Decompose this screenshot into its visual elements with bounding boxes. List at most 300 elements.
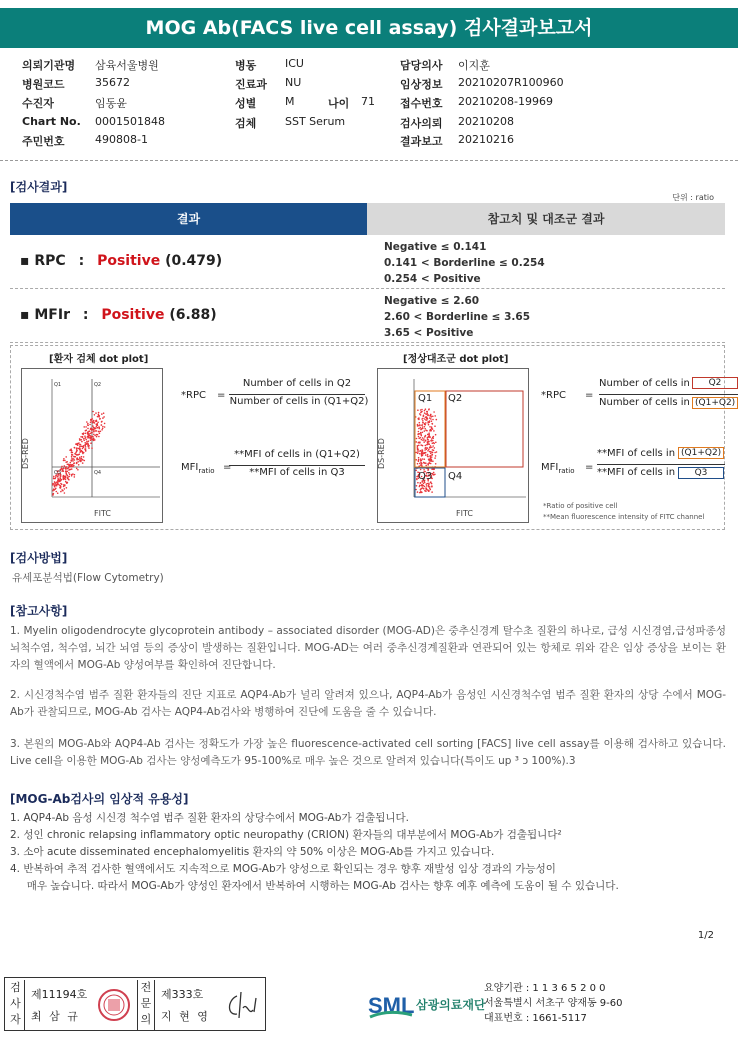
cell-dot xyxy=(79,453,81,455)
cell-dot xyxy=(422,426,424,428)
cell-dot xyxy=(435,455,437,457)
cell-dot xyxy=(427,439,429,441)
report-title: MOG Ab(FACS live cell assay) 검사결과보고서 xyxy=(0,8,738,48)
info-value: 20210207R100960 xyxy=(458,76,564,89)
cell-dot xyxy=(432,473,434,475)
page-number: 1/2 xyxy=(697,930,714,941)
cell-dot xyxy=(422,449,424,451)
cell-dot xyxy=(425,465,427,467)
cell-dot xyxy=(92,411,94,413)
cell-dot xyxy=(432,438,434,440)
cell-dot xyxy=(71,456,73,458)
info-label: 결과보고 xyxy=(400,135,443,148)
cell-dot xyxy=(433,442,435,444)
rpc-label: *RPC xyxy=(541,390,566,401)
cell-dot xyxy=(421,435,423,437)
mfi-label xyxy=(541,462,574,475)
cell-dot xyxy=(422,432,424,434)
cell-dot xyxy=(76,443,78,445)
analyte-name: RPC xyxy=(34,253,66,269)
cell-dot xyxy=(60,483,62,485)
cell-dot xyxy=(423,452,425,454)
doctor-name: 지 현 영 xyxy=(161,1010,210,1023)
cell-dot xyxy=(417,409,419,411)
cell-dot xyxy=(67,475,69,477)
contact-info xyxy=(484,981,623,1026)
control-scatter xyxy=(378,369,528,522)
rpc-denominator: Number of cells in (Q1+Q2) xyxy=(229,396,369,407)
cell-dot xyxy=(90,442,92,444)
cell-dot xyxy=(418,457,420,459)
cell-dot xyxy=(91,419,93,421)
cell-dot xyxy=(104,423,106,425)
cell-dot xyxy=(83,432,85,434)
cell-dot xyxy=(421,409,423,411)
cell-dot xyxy=(420,488,422,490)
reference-line: 2.60 < Borderline ≤ 3.65 xyxy=(384,311,531,323)
cell-dot xyxy=(54,481,56,483)
cell-dot xyxy=(417,491,419,493)
cell-dot xyxy=(426,417,428,419)
cell-dot xyxy=(417,463,419,465)
cell-dot xyxy=(75,452,77,454)
cell-dot xyxy=(52,493,54,495)
patient-dot-plot xyxy=(21,368,163,523)
cell-dot xyxy=(91,428,93,430)
cell-dot xyxy=(79,446,81,448)
cell-dot xyxy=(59,480,61,482)
cell-dot xyxy=(90,421,92,423)
quadrant-label: Q4 xyxy=(94,470,102,476)
cell-dot xyxy=(63,486,65,488)
cell-dot xyxy=(93,420,95,422)
cell-dot xyxy=(74,476,76,478)
cell-dot xyxy=(426,488,428,490)
cell-dot xyxy=(433,472,435,474)
cell-dot xyxy=(418,461,420,463)
cell-dot xyxy=(68,469,70,471)
info-label: 성별 xyxy=(235,97,257,110)
cell-dot xyxy=(67,471,69,473)
cell-dot xyxy=(416,485,418,487)
cell-dot xyxy=(433,430,435,432)
contact-line: 서울특별시 서초구 양재동 9-60 xyxy=(484,998,623,1009)
cell-dot xyxy=(426,411,428,413)
svg-text:SML: SML xyxy=(368,993,415,1018)
cell-dot xyxy=(89,430,91,432)
cell-dot xyxy=(68,467,70,469)
cell-dot xyxy=(98,412,100,414)
cell-dot xyxy=(425,435,427,437)
list-item: 1. AQP4-Ab 음성 시신경 척수염 범주 질환 환자의 상당수에서 MOG-Ab가 검출됩니다. xyxy=(10,812,409,824)
cell-dot xyxy=(431,468,433,470)
cell-dot xyxy=(419,422,421,424)
cell-dot xyxy=(423,441,425,443)
cell-dot xyxy=(54,488,56,490)
info-label: Chart No. xyxy=(22,115,81,128)
cell-dot xyxy=(64,475,66,477)
note-paragraph: 1. Myelin oligodendrocyte glycoprotein antibody – associated disorder (MOG-AD)은 중추신경계 탈수초 질환의 하나로, 급성 시신경염,급성파종성 뇌척수염, 척수염, 뇌간 뇌염 등의 증상이 발생하는 질환입니다. MOG-AD는 여러 중추신경계질환과 연관되어 있는 항체로 위와 같은 임상 증상을 보이는 환자의 혈액에서 MOG-Ab 양성여부를 확인하여 진단합니다. xyxy=(10,625,726,671)
cell-dot xyxy=(421,439,423,441)
doctor-license: 제11194호 xyxy=(31,988,88,1001)
cell-dot xyxy=(55,476,57,478)
control-dot-plot xyxy=(377,368,529,523)
note-paragraph: 2. 시신경척수염 범주 질환 환자들의 진단 지표로 AQP4-Ab가 널리 알려져 있으나, AQP4-Ab가 음성인 시신경척수염 범주 질환 환자의 상당 수에서 MOG-Ab가 관찰되므로, MOG-Ab 검사는 AQP4-Ab검사와 병행하여 진단에 도움을 줄 수 있습니다. xyxy=(10,689,726,718)
cell-dot xyxy=(417,445,419,447)
cell-dot xyxy=(90,437,92,439)
signature-box xyxy=(4,977,266,1031)
cell-dot xyxy=(91,432,93,434)
cell-dot xyxy=(429,488,431,490)
cell-dot xyxy=(65,468,67,470)
cell-dot xyxy=(430,440,432,442)
cell-dot xyxy=(434,415,436,417)
cell-dot xyxy=(431,447,433,449)
cell-dot xyxy=(432,416,434,418)
cell-dot xyxy=(63,479,65,481)
cell-dot xyxy=(431,438,433,440)
cell-dot xyxy=(102,426,104,428)
cell-dot xyxy=(432,423,434,425)
cell-dot xyxy=(429,458,431,460)
cell-dot xyxy=(426,430,428,432)
cell-dot xyxy=(74,459,76,461)
cell-dot xyxy=(429,422,431,424)
info-row xyxy=(22,95,722,113)
cell-dot xyxy=(423,488,425,490)
footnote: *Ratio of positive cell xyxy=(543,502,618,510)
q1q2-box: (Q1+Q2) xyxy=(692,397,738,409)
cell-dot xyxy=(420,432,422,434)
cell-dot xyxy=(428,436,430,438)
results-table xyxy=(10,203,725,343)
cell-dot xyxy=(421,485,423,487)
ctrl-rpc-numerator: Number of cells in xyxy=(599,378,690,389)
cell-dot xyxy=(87,443,89,445)
reference-line: 0.254 < Positive xyxy=(384,273,481,285)
info-row xyxy=(22,76,722,94)
cell-dot xyxy=(69,474,71,476)
cell-dot xyxy=(60,491,62,493)
info-label: 진료과 xyxy=(235,78,267,91)
cell-dot xyxy=(98,414,100,416)
cell-dot xyxy=(85,426,87,428)
cell-dot xyxy=(433,450,435,452)
cell-dot xyxy=(65,461,67,463)
info-value: ICU xyxy=(285,57,304,70)
cell-dot xyxy=(428,449,430,451)
cell-dot xyxy=(85,439,87,441)
info-value: 이지훈 xyxy=(458,59,490,72)
quadrant-label: Q3 xyxy=(418,471,433,482)
cell-dot xyxy=(427,490,429,492)
cell-dot xyxy=(101,429,103,431)
cell-dot xyxy=(420,492,422,494)
cell-dot xyxy=(420,414,422,416)
info-label: 수진자 xyxy=(22,97,54,110)
cell-dot xyxy=(91,438,93,440)
quadrant-label: Q1 xyxy=(54,382,62,388)
info-label: 검사의뢰 xyxy=(400,117,443,130)
list-item: 4. 반복하여 추적 검사한 혈액에서도 지속적으로 MOG-Ab가 양성으로 확인되는 경우 향후 재발성 임상 경과의 가능성이 xyxy=(10,863,556,875)
seal-icon xyxy=(97,988,131,1022)
cell-dot xyxy=(82,453,84,455)
unit-label: 단위 : ratio xyxy=(672,193,714,202)
cell-dot xyxy=(97,422,99,424)
list-item: 3. 소아 acute disseminated encephalomyelitis 환자의 약 50% 이상은 MOG-Ab를 가지고 있습니다. xyxy=(10,846,495,858)
cell-dot xyxy=(73,463,75,465)
cell-dot xyxy=(61,470,63,472)
cell-dot xyxy=(419,463,421,465)
cell-dot xyxy=(427,434,429,436)
cell-dot xyxy=(94,439,96,441)
cell-dot xyxy=(434,452,436,454)
cell-dot xyxy=(420,433,422,435)
cell-dot xyxy=(72,452,74,454)
fraction-line xyxy=(229,465,365,466)
cell-dot xyxy=(424,486,426,488)
notes-title: [참고사항] xyxy=(10,604,68,618)
cell-dot xyxy=(81,456,83,458)
y-axis-label: DS-RED xyxy=(377,438,386,469)
info-value: NU xyxy=(285,76,302,89)
cell-dot xyxy=(432,419,434,421)
cell-dot xyxy=(422,458,424,460)
cell-dot xyxy=(66,487,68,489)
cell-dot xyxy=(432,440,434,442)
cell-dot xyxy=(432,460,434,462)
cell-dot xyxy=(53,488,55,490)
cell-dot xyxy=(429,455,431,457)
cell-dot xyxy=(420,427,422,429)
cell-dot xyxy=(420,482,422,484)
method-text: 유세포분석법(Flow Cytometry) xyxy=(12,572,164,584)
cell-dot xyxy=(424,428,426,430)
cell-dot xyxy=(67,464,69,466)
cell-dot xyxy=(89,424,91,426)
cell-dot xyxy=(81,441,83,443)
cell-dot xyxy=(67,476,69,478)
cell-dot xyxy=(83,426,85,428)
cell-dot xyxy=(61,468,63,470)
cell-dot xyxy=(64,492,66,494)
cell-dot xyxy=(86,429,88,431)
cell-dot xyxy=(72,466,74,468)
cell-dot xyxy=(435,434,437,436)
cell-dot xyxy=(70,466,72,468)
usefulness-title: [MOG-Ab검사의 임상적 유용성] xyxy=(10,792,189,806)
cell-dot xyxy=(87,425,89,427)
cell-dot xyxy=(72,458,74,460)
cell-dot xyxy=(86,421,88,423)
info-value: 20210208 xyxy=(458,115,514,128)
cell-dot xyxy=(74,456,76,458)
cell-dot xyxy=(423,462,425,464)
info-value: 삼육서울병원 xyxy=(95,59,159,72)
cell-dot xyxy=(103,416,105,418)
cell-dot xyxy=(53,478,55,480)
cell-dot xyxy=(63,458,65,460)
cell-dot xyxy=(60,487,62,489)
cell-dot xyxy=(65,469,67,471)
cell-dot xyxy=(435,442,437,444)
cell-dot xyxy=(434,425,436,427)
cell-dot xyxy=(94,414,96,416)
y-axis-label: DS-RED xyxy=(21,438,30,469)
cell-dot xyxy=(429,443,431,445)
doctor-license: 제333호 xyxy=(161,988,204,1001)
ctrl-mfi-numerator: **MFI of cells in xyxy=(597,448,676,459)
info-row xyxy=(22,115,722,133)
cell-dot xyxy=(428,483,430,485)
cell-dot xyxy=(431,426,433,428)
cell-dot xyxy=(428,459,430,461)
cell-dot xyxy=(415,452,417,454)
cell-dot xyxy=(436,451,438,453)
cell-dot xyxy=(96,436,98,438)
separator: : xyxy=(78,253,85,269)
info-label: 주민번호 xyxy=(22,135,65,148)
quadrant-label: Q1 xyxy=(418,393,433,404)
cell-dot xyxy=(418,438,420,440)
cell-dot xyxy=(71,465,73,467)
cell-dot xyxy=(57,492,59,494)
cell-dot xyxy=(418,417,420,419)
signature-icon xyxy=(223,988,263,1024)
cell-dot xyxy=(421,463,423,465)
cell-dot xyxy=(76,454,78,456)
reference-line: 0.141 < Borderline ≤ 0.254 xyxy=(384,257,545,269)
fraction-line xyxy=(599,394,738,395)
result-value: (6.88) xyxy=(169,307,217,323)
cell-dot xyxy=(425,491,427,493)
cell-dot xyxy=(417,434,419,436)
cell-dot xyxy=(425,408,427,410)
cell-dot xyxy=(89,434,91,436)
cell-dot xyxy=(425,454,427,456)
cell-dot xyxy=(425,413,427,415)
cell-dot xyxy=(418,445,420,447)
cell-dot xyxy=(65,456,67,458)
info-label: 나이 xyxy=(328,97,350,110)
cell-dot xyxy=(416,459,418,461)
info-label: 임상정보 xyxy=(400,78,443,91)
fraction-line xyxy=(229,394,365,395)
cell-dot xyxy=(417,452,419,454)
cell-dot xyxy=(432,452,434,454)
cell-dot xyxy=(85,433,87,435)
sml-logo xyxy=(368,987,486,1024)
result-value: (0.479) xyxy=(165,253,223,269)
info-value: 490808-1 xyxy=(95,133,148,146)
cell-dot xyxy=(76,448,78,450)
cell-dot xyxy=(85,446,87,448)
cell-dot xyxy=(52,484,54,486)
rpc-numerator: Number of cells in Q2 xyxy=(242,378,352,389)
cell-dot xyxy=(421,411,423,413)
cell-dot xyxy=(98,426,100,428)
cell-dot xyxy=(70,449,72,451)
cell-dot xyxy=(431,486,433,488)
info-value: 임동윤 xyxy=(95,97,127,110)
cell-dot xyxy=(422,437,424,439)
cell-dot xyxy=(79,457,81,459)
cell-dot xyxy=(77,458,79,460)
cell-dot xyxy=(54,483,56,485)
cell-dot xyxy=(427,441,429,443)
reference-column-header: 참고치 및 대조군 결과 xyxy=(367,203,725,235)
vertical-label: 전문의 xyxy=(137,980,155,1030)
cell-dot xyxy=(82,462,84,464)
logo-icon xyxy=(368,987,486,1021)
cell-dot xyxy=(91,421,93,423)
results-section-title: [검사결과] xyxy=(10,180,68,194)
cell-dot xyxy=(424,447,426,449)
cell-dot xyxy=(429,451,431,453)
cell-dot xyxy=(425,452,427,454)
mfi-denominator: **MFI of cells in Q3 xyxy=(249,467,345,478)
cell-dot xyxy=(435,463,437,465)
cell-dot xyxy=(104,426,106,428)
cell-dot xyxy=(76,449,78,451)
cell-dot xyxy=(429,436,431,438)
cell-dot xyxy=(64,460,66,462)
reference-cell xyxy=(384,293,530,341)
cell-dot xyxy=(83,440,85,442)
cell-dot xyxy=(74,447,76,449)
info-value: 0001501848 xyxy=(95,115,165,128)
result-column-header: 결과 xyxy=(10,203,367,235)
cell-dot xyxy=(418,449,420,451)
q2-box: Q2 xyxy=(692,377,738,389)
cell-dot xyxy=(421,428,423,430)
reference-line: 3.65 < Positive xyxy=(384,327,474,339)
cell-dot xyxy=(82,446,84,448)
cell-dot xyxy=(86,441,88,443)
cell-dot xyxy=(82,437,84,439)
cell-dot xyxy=(67,482,69,484)
cell-dot xyxy=(74,474,76,476)
cell-dot xyxy=(87,423,89,425)
cell-dot xyxy=(97,434,99,436)
footer xyxy=(0,973,738,1035)
cell-dot xyxy=(54,485,56,487)
cell-dot xyxy=(430,415,432,417)
cell-dot xyxy=(97,424,99,426)
quadrant-label: Q3 xyxy=(54,470,62,476)
cell-dot xyxy=(419,453,421,455)
cell-dot xyxy=(424,410,426,412)
q1q2-box: (Q1+Q2) xyxy=(678,447,724,459)
quadrant-label: Q2 xyxy=(94,382,102,388)
info-label: 접수번호 xyxy=(400,97,443,110)
ctrl-mfi-denominator: **MFI of cells in xyxy=(597,467,676,478)
cell-dot xyxy=(103,412,105,414)
cell-dot xyxy=(64,465,66,467)
cell-dot xyxy=(78,464,80,466)
cell-dot xyxy=(52,490,54,492)
patient-info xyxy=(22,57,722,153)
cell-dot xyxy=(64,488,66,490)
cell-dot xyxy=(427,464,429,466)
cell-dot xyxy=(426,449,428,451)
contact-line: 대표번호 : 1661-5117 xyxy=(484,1013,587,1024)
cell-dot xyxy=(77,461,79,463)
info-label: 담당의사 xyxy=(400,59,443,72)
cell-dot xyxy=(87,428,89,430)
mfi-subscript: ratio xyxy=(198,467,215,475)
cell-dot xyxy=(77,469,79,471)
